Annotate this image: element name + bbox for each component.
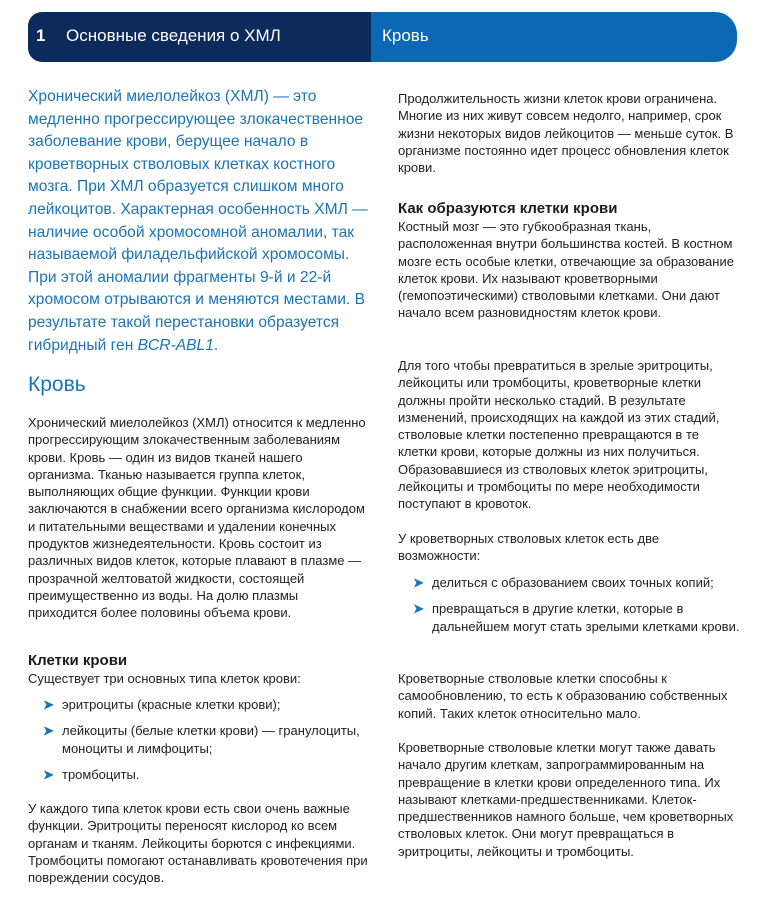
lifespan-block <box>398 90 740 176</box>
maturation-paragraph: Для того чтобы превратиться в зрелые эритроциты, лейкоциты или тромбоциты, кроветворные клетки должны пройти несколько стадий. В результате изменений, происходящих на каждой из этих стадий, стволовые клетки постепенно превращаются в те клетки крови, которые должны из них получиться. Образовавшиеся из стволовых клеток эритроциты, лейкоциты и тромбоциты по мере необходимости поступают в кровоток. <box>398 358 720 512</box>
gene-name: BCR-ABL1 <box>137 336 214 354</box>
blood-paragraph: Хронический миелолейкоз (ХМЛ) относится к медленно прогрессирующим злокачественным заболеваниям крови. Кровь — один из видов тканей нашего организма. Тканью называется группа клеток, выполняющих общие функции. Функции крови заключаются в снабжении всего организма кислородом и питательными веществами и удалении конечных продуктов жизнедеятельности. Кровь состоит из различных видов клеток, которые плавают в плазме — прозрачной желтоватой жидкости, состоящей преимущественно из воды. На долю плазмы приходится более половины объема крови. <box>28 415 366 621</box>
formation-block <box>398 200 740 322</box>
cells-heading: Клетки крови <box>28 652 128 669</box>
cell-types-list-wrap <box>28 696 368 783</box>
list-item <box>398 600 740 635</box>
chapter-header <box>28 12 737 62</box>
left-column-body <box>28 414 368 622</box>
possibilities-intro: У кроветворных стволовых клеток есть две возможности: <box>398 531 660 564</box>
chevron-right-icon: ➤ <box>413 575 424 590</box>
functions-paragraph: У каждого типа клеток крови есть свои очень важные функции. Эритроциты переносят кислород ко всем органам и тканям. Лейкоциты борются с инфекциями. Тромбоциты помогают останавливать кровотечения при повреждении сосудов. <box>28 801 368 886</box>
list-item-text: тромбоциты. <box>62 766 140 782</box>
list-item <box>28 722 368 757</box>
list-item-text: делиться с образованием своих точных копий; <box>432 575 714 590</box>
cell-types-list <box>28 696 368 783</box>
cells-block <box>28 652 368 687</box>
section-header-right <box>371 12 737 62</box>
list-item <box>28 766 368 783</box>
chevron-right-icon: ➤ <box>43 723 54 739</box>
progenitors-paragraph: Кроветворные стволовые клетки могут также давать начало другим клеткам, запрограммированным на превращение в клетки крови определенного типа. Их называют клетками-предшественниками. Клеток-предшественников намного больше, чем кроветворных стволовых клеток. Они могут превращаться в эритроциты, лейкоциты и тромбоциты. <box>398 740 734 859</box>
intro-paragraph <box>28 86 373 357</box>
chevron-right-icon: ➤ <box>43 697 54 712</box>
chevron-right-icon: ➤ <box>413 601 424 617</box>
chapter-header-left <box>28 12 371 62</box>
intro-end: . <box>213 336 219 354</box>
chapter-title: Основные сведения о ХМЛ <box>66 26 281 45</box>
possibilities-list-wrap <box>398 574 740 635</box>
functions-block <box>28 800 368 886</box>
lifespan-paragraph: Продолжительность жизни клеток крови ограничена. Многие из них живут совсем недолго, например, срок жизни некоторых видов лейкоцитов — меньше суток. В организме постоянно идет процесс обновления клеток крови. <box>398 91 734 176</box>
list-item <box>28 696 368 713</box>
list-item-text: эритроциты (красные клетки крови); <box>62 697 281 712</box>
intro-text: Хронический миелолейкоз (ХМЛ) — это медленно прогрессирующее злокачественное заболевание крови, берущее начало в кроветворных стволовых клетках костного мозга. При ХМЛ образуется слишком много лейкоцитов. Характерная особенность ХМЛ — наличие особой хромосомной аномалии, так называемой филадельфийской хромосомы. При этой аномалии фрагменты 9-й и 22-й хромосом отрываются и меняются местами. В результате такой перестановки образуется гибридный ген <box>28 88 368 354</box>
bone-marrow-paragraph: Костный мозг — это губкообразная ткань, расположенная внутри большинства костей. В костном мозге есть особые клетки, отвечающие за образование клеток крови. Их называют кроветворными (гемопоэтическими) стволовыми клетками. Они дают начало всем разновидностям клеток крови. <box>398 219 734 321</box>
cells-intro: Существует три основных типа клеток крови: <box>28 671 301 686</box>
possibilities-block <box>398 530 740 565</box>
self-renewal-block <box>398 670 740 722</box>
chevron-right-icon: ➤ <box>43 766 54 782</box>
formation-heading: Как образуются клетки крови <box>398 200 618 217</box>
possibilities-list <box>398 574 740 635</box>
list-item <box>398 574 740 591</box>
progenitors-block <box>398 739 740 860</box>
section-tab-title: Кровь <box>382 26 429 45</box>
list-item-text: превращаться в другие клетки, которые в дальнейшем могут стать зрелыми клетками крови. <box>432 601 740 634</box>
self-renewal-paragraph: Кроветворные стволовые клетки способны к самообновлению, то есть к образованию собственных копий. Таких клеток относительно мало. <box>398 671 728 721</box>
section-title: Кровь <box>28 373 86 396</box>
chapter-number: 1 <box>36 26 46 45</box>
list-item-text: лейкоциты (белые клетки крови) — гранулоциты, моноциты и лимфоциты; <box>62 723 360 756</box>
maturation-block <box>398 357 740 513</box>
